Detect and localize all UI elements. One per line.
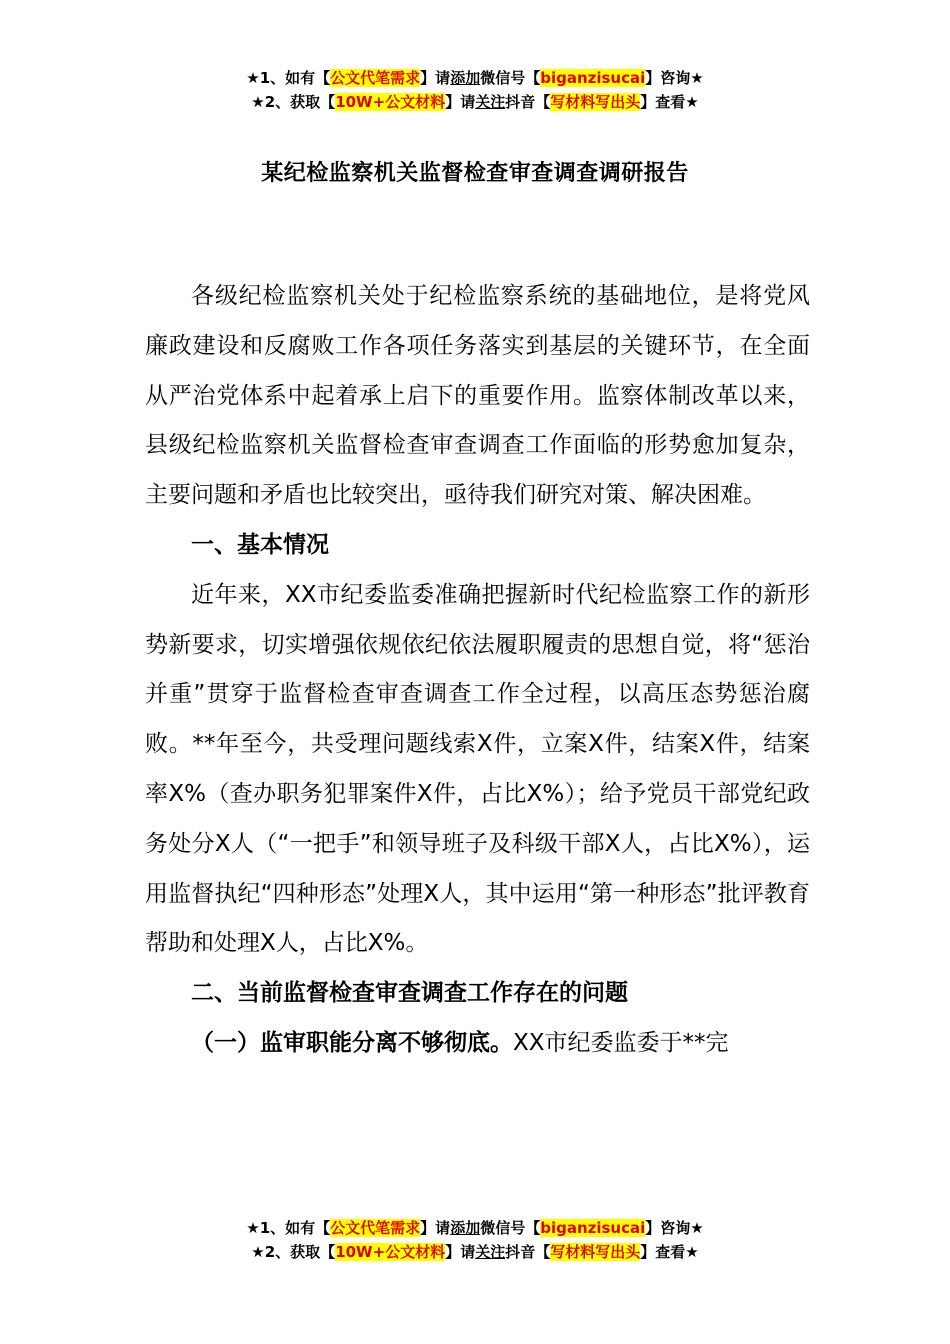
promo-line-1: ★1、如有【公文代笔需求】请添加微信号【biganzisucai】咨询★ — [246, 1219, 704, 1237]
highlight-douyin: 写材料写出头 — [550, 93, 641, 111]
section-1-paragraph: 近年来，XX市纪委监委准确把握新时代纪检监察工作的新形势新要求，切实增强依规依纪依法履职履责的思想自觉，将“惩治并重”贯穿于监督检查审查调查工作全过程，以高压态势惩治腐败。**年至今，共受理问题线索X件，立案X件，结案X件，结案率X%（查办职务犯罪案件X件，占比X%）；给予党员干部党纪政务处分X人（“一把手”和领导班子及科级干部X人，占比X%），运用监督执纪“四种形态”处理X人，其中运用“第一种形态”批评教育帮助和处理X人，占比X%。 — [145, 581, 810, 957]
promo-line-2: ★2、获取【10W+公文材料】请关注抖音【写材料写出头】查看★ — [251, 93, 699, 111]
highlight-materials: 10W+公文材料 — [335, 1243, 446, 1261]
promo-line-1: ★1、如有【公文代笔需求】请添加微信号【biganzisucai】咨询★ — [246, 69, 704, 87]
highlight-wechat-id: biganzisucai — [540, 69, 646, 87]
highlight-materials: 10W+公文材料 — [335, 93, 446, 111]
section-2-heading: 二、当前监督检查审查调查工作存在的问题 — [191, 980, 628, 1007]
highlight-service: 公文代笔需求 — [330, 1219, 421, 1237]
intro-paragraph: 各级纪检监察机关处于纪检监察系统的基础地位，是将党风廉政建设和反腐败工作各项任务落实到基层的关键环节，在全面从严治党体系中起着承上启下的重要作用。监察体制改革以来，县级纪检监察机关监督检查审查调查工作面临的形势愈加复杂，主要问题和矛盾也比较突出，亟待我们研究对策、解决困难。 — [145, 283, 810, 509]
document-body — [145, 272, 810, 1069]
highlight-service: 公文代笔需求 — [330, 69, 421, 87]
highlight-douyin: 写材料写出头 — [550, 1243, 641, 1261]
section-1-heading: 一、基本情况 — [191, 531, 329, 558]
promo-footer — [0, 1216, 950, 1264]
highlight-wechat-id: biganzisucai — [540, 1219, 646, 1237]
subsection-1-paragraph: （一）监审职能分离不够彻底。XX市纪委监委于**完 — [191, 1029, 729, 1056]
subsection-1-heading: （一）监审职能分离不够彻底。 — [191, 1029, 513, 1056]
promo-line-2: ★2、获取【10W+公文材料】请关注抖音【写材料写出头】查看★ — [251, 1243, 699, 1261]
document-title: 某纪检监察机关监督检查审查调查调研报告 — [261, 161, 689, 186]
promo-header — [0, 66, 950, 114]
